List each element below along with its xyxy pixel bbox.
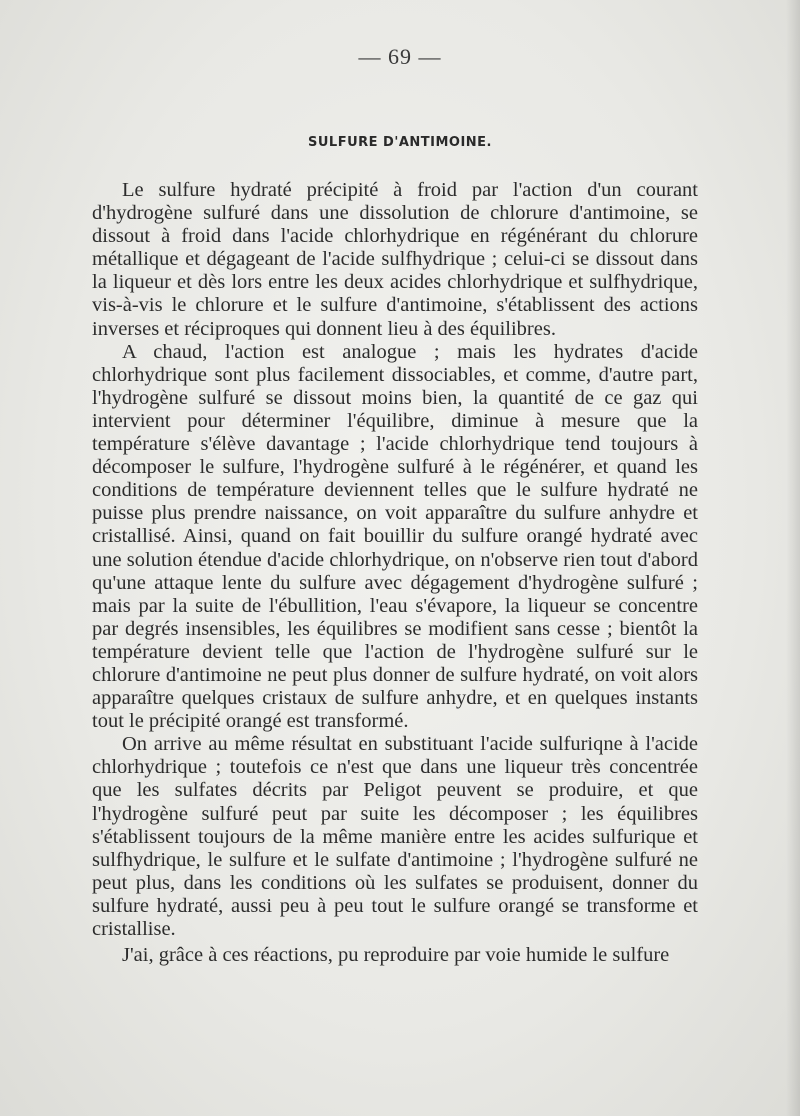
section-title: SULFURE D'ANTIMOINE.: [308, 135, 492, 150]
paragraph-1: Le sulfure hydraté précipité à froid par l'action d'un courant d'hydrogène sulfuré dans une dissolution de chlorure d'antimoine, se dissout à froid dans l'acide chlorhydrique en régénérant du chlorure métallique et dégageant de l'acide sulfhydrique ; celui-ci se dissout dans la liqueur et dès lors entre les deux acides chlorhydrique et sulfhydrique, vis-à-vis le chlorure et le sulfure d'antimoine, s'établissent des actions inverses et réciproques qui donnent lieu à des équilibres.: [92, 179, 698, 340]
page-number: — 69 —: [358, 44, 442, 69]
body-text: [92, 179, 698, 967]
paragraph-4: J'ai, grâce à ces réactions, pu reproduire par voie humide le sulfure: [122, 944, 670, 967]
paragraph-3: On arrive au même résultat en substituant l'acide sulfuriqne à l'acide chlorhydrique ; toutefois ce n'est que dans une liqueur très concentrée que les sulfates décrits par Peligot peuvent se produire, et que l'hydrogène sulfuré peut par suite les décomposer ; les équilibres s'établissent toujours de la même manière entre les acides sulfurique et sulfhydrique, le sulfure et le sulfate d'antimoine ; l'hydrogène sulfuré ne peut plus, dans les conditions où les sulfates se produisent, donner du sulfure hydraté, aussi peu à peu tout le sulfure orangé se transforme et cristallise.: [92, 733, 698, 940]
paragraph-2: A chaud, l'action est analogue ; mais les hydrates d'acide chlorhydrique sont plus facilement dissociables, et comme, d'autre part, l'hydrogène sulfuré se dissout moins bien, la quantité de ce gaz qui intervient pour déterminer l'équilibre, diminue à mesure que la température s'élève davantage ; l'acide chlorhydrique tend toujours à décomposer le sulfure, l'hydrogène sulfuré à le régénérer, et quand les conditions de température deviennent telles que le sulfure hydraté ne puisse plus prendre naissance, on voit apparaître du sulfure anhydre et cristallisé. Ainsi, quand on fait bouillir du sulfure orangé hydraté avec une solution étendue d'acide chlorhydrique, on n'observe rien tout d'abord qu'une attaque lente du sulfure avec dégagement d'hydrogène sulfuré ; mais par la suite de l'ébullition, l'eau s'évapore, la liqueur se concentre par degrés insensibles, les équilibres se modifient sans cesse ; bientôt la température devient telle que l'action de l'hydrogène sulfuré sur le chlorure d'antimoine ne peut plus donner de sulfure hydraté, on voit alors apparaître quelques cristaux de sulfure anhydre, et en quelques instants tout le précipité orangé est transformé.: [92, 340, 698, 733]
page-edge-shadow: [786, 0, 800, 1116]
